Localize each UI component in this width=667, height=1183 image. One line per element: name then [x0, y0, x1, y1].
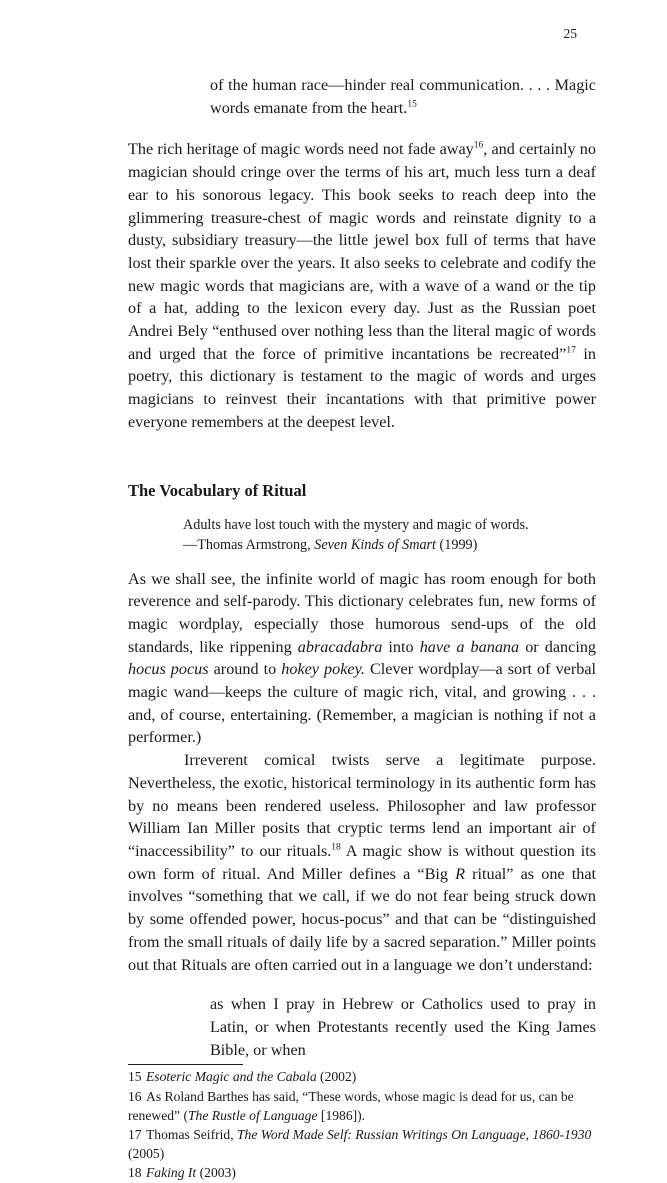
footnote-ref[interactable]: 17	[566, 345, 576, 356]
footnote-ref[interactable]: 18	[331, 842, 341, 853]
epigraph-text: Adults have lost touch with the mystery and magic of words.	[183, 516, 529, 533]
block-quote: of the human race—hinder real communication. . . . Magic words emanate from the heart.$^{15}$	[210, 76, 596, 117]
paragraph: The rich heritage of magic words need not fade away$^{16}$, and certainly no magician should cringe over the terms of his art, much less turn a deaf ear to his sonorous legacy. This book seeks to reach deep into the glimmering treasure-chest of magic words and reinstate dignity to a dusty, subsidiary treasury—the little jewel box full of terms that have lost their sparkle over the years. It also seeks to celebrate and codify the new magic words that magicians are, with a wave of a wand or the tip of a hat, adding to the lexicon every day. Just as the Russian poet Andrei Bely “enthused over nothing less than the literal magic of words and urged that the force of primitive incantations be recreated”$^{17}$ in poetry, this dictionary is testament to the magic of words and urges magicians to reinvest their incantations with that primitive power everyone remembers at the deepest level.	[128, 140, 596, 431]
epigraph	[183, 515, 596, 555]
footnotes	[128, 1067, 596, 1182]
epigraph-attribution: —Thomas Armstrong, Seven Kinds of Smart (1999)	[183, 536, 478, 553]
footnote-17: 17 Thomas Seifrid, The Word Made Self: Russian Writings On Language, 1860-1930 (2005)	[128, 1126, 592, 1162]
page-number: 25	[563, 26, 577, 41]
footnote-18: 18 Faking It (2003)	[128, 1165, 236, 1181]
footnote-divider	[128, 1064, 243, 1065]
page-content	[128, 74, 596, 1183]
paragraph: As we shall see, the infinite world of magic has room enough for both reverence and self-parody. This dictionary celebrates fun, new forms of magic wordplay, especially those humorous send-ups of the old standards, like rippening abracadabra into have a banana or dancing hocus pocus around to hokey pokey. Clever wordplay—a sort of verbal magic wand—keeps the culture of magic rich, vital, and growing . . . and, of course, entertaining. (Remember, a magician is nothing if not a performer.)	[128, 569, 597, 747]
section-heading: The Vocabulary of Ritual	[128, 480, 307, 500]
footnote-16: 16 As Roland Barthes has said, “These words, whose magic is dead for us, can be renewed” (The Rustle of Language [1986]).	[128, 1088, 574, 1123]
footnote-15: 15 Esoteric Magic and the Cabala (2002)	[128, 1069, 357, 1085]
paragraph: Irreverent comical twists serve a legitimate purpose. Nevertheless, the exotic, historical terminology in its authentic form has by no means been rendered useless. Philosopher and law professor William Ian Miller posits that cryptic terms lend an important air of “inaccessibility” to our rituals.$^{18}$ A magic show is without question its own form of ritual. And Miller defines a “Big R ritual” as one that involves “something that we call, if we do not fear being struck down by some offended power, hocus-pocus” and that can be “distinguished from the small rituals of daily life by a sacred separation.” Miller points out that Rituals are often carried out in a language we don’t understand:	[128, 751, 596, 974]
footnote-ref[interactable]: 16	[473, 141, 484, 152]
footnote-ref[interactable]: 15	[407, 99, 417, 110]
block-quote: as when I pray in Hebrew or Catholics used to pray in Latin, or when Protestants recently used the King James Bible, or when	[210, 995, 596, 1059]
